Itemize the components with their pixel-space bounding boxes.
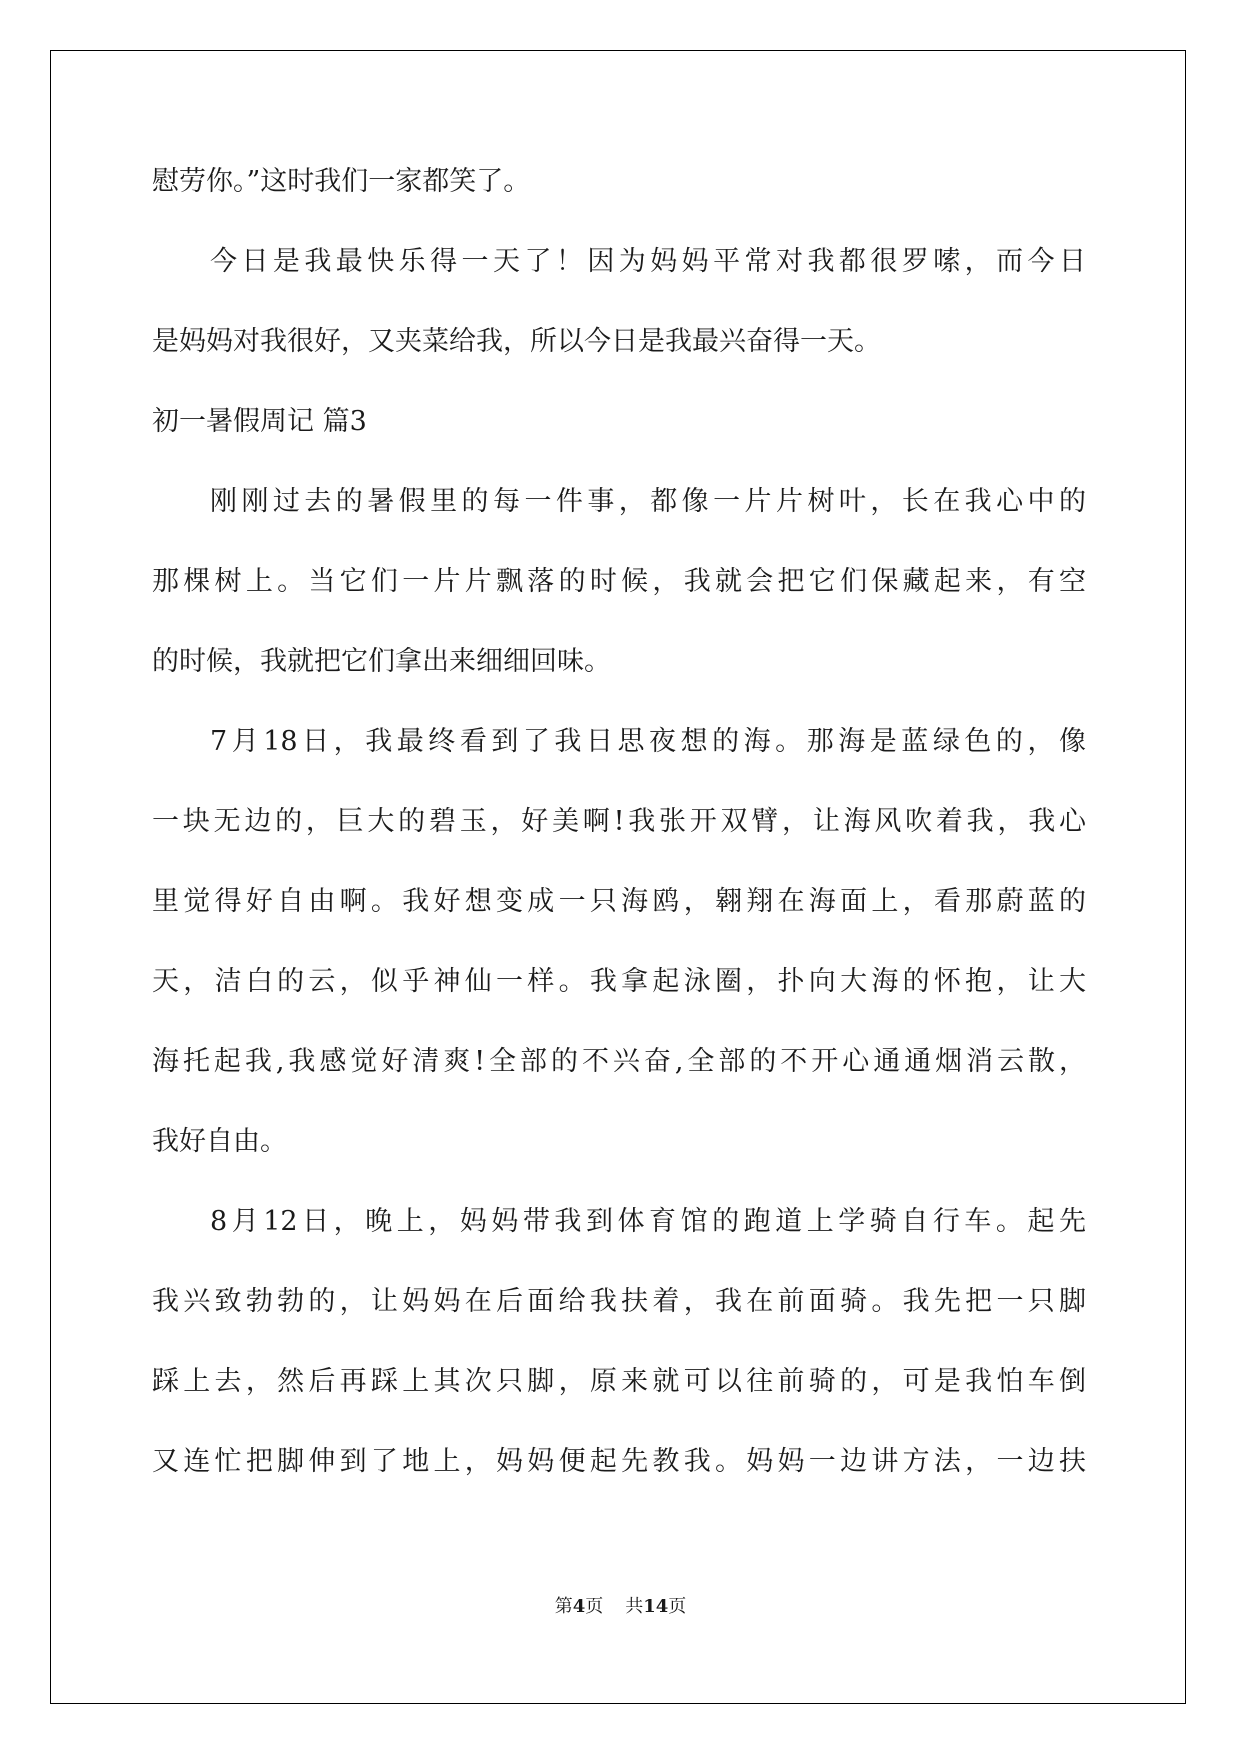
- text-line: 里觉得好自由啊。我好想变成一只海鸥，翱翔在海面上，看那蔚蓝的: [152, 886, 1086, 917]
- text-line: 今日是我最快乐得一天了！因为妈妈平常对我都很罗嗦，而今日: [210, 246, 1086, 277]
- text-line: 8月12日，晚上，妈妈带我到体育馆的跑道上学骑自行车。起先: [210, 1206, 1086, 1237]
- text-line: 我兴致勃勃的，让妈妈在后面给我扶着，我在前面骑。我先把一只脚: [152, 1286, 1086, 1317]
- document-body: [152, 163, 1086, 1523]
- text-line: 7月18日，我最终看到了我日思夜想的海。那海是蓝绿色的，像: [210, 726, 1086, 757]
- text-line: 慰劳你。”这时我们一家都笑了。: [152, 166, 531, 197]
- text-line: 踩上去，然后再踩上其次只脚，原来就可以往前骑的，可是我怕车倒: [152, 1366, 1086, 1397]
- text-line: 天，洁白的云，似乎神仙一样。我拿起泳圈，扑向大海的怀抱，让大: [152, 966, 1086, 997]
- page-prefix: 第: [554, 1596, 573, 1617]
- text-line: 那棵树上。当它们一片片飘落的时候，我就会把它们保藏起来，有空: [152, 566, 1086, 597]
- text-line: 是妈妈对我很好，又夹菜给我，所以今日是我最兴奋得一天。: [152, 326, 881, 357]
- total-prefix: 共: [625, 1596, 644, 1617]
- text-line: 我好自由。: [152, 1126, 287, 1157]
- text-line: 海托起我,我感觉好清爽!全部的不兴奋,全部的不开心通通烟消云散，: [152, 1046, 1086, 1077]
- text-line: 又连忙把脚伸到了地上，妈妈便起先教我。妈妈一边讲方法，一边扶: [152, 1446, 1086, 1477]
- text-line: 一块无边的，巨大的碧玉，好美啊!我张开双臂，让海风吹着我，我心: [152, 806, 1086, 837]
- text-line: 的时候，我就把它们拿出来细细回味。: [152, 646, 611, 677]
- total-suffix: 页: [668, 1596, 687, 1617]
- total-page-count: 14: [643, 1596, 669, 1617]
- current-page-number: 4: [572, 1596, 586, 1617]
- section-heading: 初一暑假周记 篇3: [152, 406, 367, 437]
- page-footer: [0, 1592, 1241, 1618]
- text-line: 刚刚过去的暑假里的每一件事，都像一片片树叶，长在我心中的: [210, 486, 1086, 517]
- page-suffix: 页: [585, 1596, 604, 1617]
